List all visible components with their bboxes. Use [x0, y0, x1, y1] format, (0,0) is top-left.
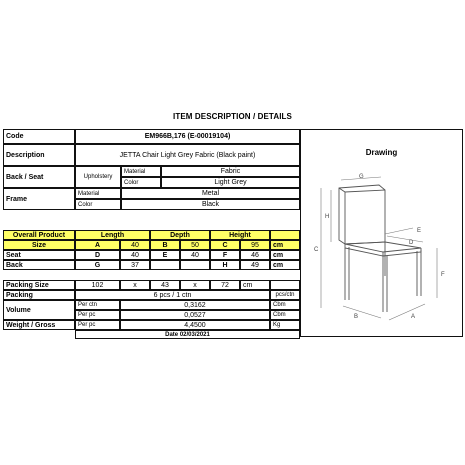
description-value: JETTA Chair Light Grey Fabric (Black paint): [75, 144, 300, 166]
page-title: ITEM DESCRIPTION / DETAILS: [173, 112, 292, 121]
back-label: Back: [3, 260, 75, 270]
date-stamp: Date 02/03/2021: [75, 330, 300, 339]
back-blank-label: [150, 260, 180, 270]
weight-unit: Kg: [270, 320, 300, 330]
frame-material-label: Material: [75, 188, 121, 199]
dim-e-label: E: [417, 228, 422, 234]
unit-header-blank: [270, 230, 300, 240]
overall-c-value: 95: [240, 240, 270, 250]
packing-size-height: 72: [210, 280, 240, 290]
upholstery-label: Upholstery: [75, 166, 121, 188]
frame-material-value: Metal: [121, 188, 300, 199]
dim-f-label: F: [441, 272, 445, 278]
volume-per-pc-value: 0,0527: [120, 310, 270, 320]
drawing-panel: [300, 129, 463, 337]
seat-unit: cm: [270, 250, 300, 260]
overall-b-label: B: [150, 240, 180, 250]
seat-f-label: F: [210, 250, 240, 260]
packing-size-depth: 43: [150, 280, 180, 290]
overall-unit: cm: [270, 240, 300, 250]
height-header: Height: [210, 230, 270, 240]
packing-value: 6 pcs / 1 ctn: [75, 290, 270, 300]
seat-e-value: 40: [180, 250, 210, 260]
back-h-label: H: [210, 260, 240, 270]
spec-sheet: [3, 129, 463, 345]
packing-size-length: 102: [75, 280, 120, 290]
back-g-label: G: [75, 260, 120, 270]
packing-unit: pcs/ctn: [270, 290, 300, 300]
back-seat-material-label: Material: [121, 166, 161, 177]
weight-value: 4,4500: [120, 320, 270, 330]
back-seat-label: Back / Seat: [3, 166, 75, 188]
back-blank-value: [180, 260, 210, 270]
depth-header: Depth: [150, 230, 210, 240]
drawing-label: Drawing: [365, 148, 398, 157]
seat-e-label: E: [150, 250, 180, 260]
overall-size-header-line1: Overall Product: [3, 230, 75, 240]
back-seat-color-value: Light Grey: [161, 177, 300, 188]
code-label: Code: [3, 129, 75, 144]
packing-size-unit: cm: [240, 280, 270, 290]
back-h-value: 49: [240, 260, 270, 270]
dim-h-label: H: [325, 214, 330, 220]
frame-label: Frame: [3, 188, 75, 210]
frame-color-value: Black: [121, 199, 300, 210]
seat-d-label: D: [75, 250, 120, 260]
chair-diagram: [301, 130, 464, 338]
packing-label: Packing: [3, 290, 75, 300]
description-label: Description: [3, 144, 75, 166]
back-seat-color-label: Color: [121, 177, 161, 188]
seat-d-value: 40: [120, 250, 150, 260]
volume-per-ctn-value: 0,3162: [120, 300, 270, 310]
overall-c-label: C: [210, 240, 240, 250]
overall-a-label: A: [75, 240, 120, 250]
volume-per-ctn-label: Per ctn: [75, 300, 120, 310]
back-g-value: 37: [120, 260, 150, 270]
dim-c-label: C: [314, 247, 319, 253]
dim-b-label: B: [354, 314, 359, 320]
packing-size-x1: x: [120, 280, 150, 290]
seat-f-value: 46: [240, 250, 270, 260]
code-value: EM966B,176 (E-00019104): [75, 129, 300, 144]
volume-label: Volume: [3, 300, 75, 320]
overall-a-value: 40: [120, 240, 150, 250]
dim-d-label: D: [409, 240, 414, 246]
volume-per-ctn-unit: Cbm: [270, 300, 300, 310]
back-seat-material-value: Fabric: [161, 166, 300, 177]
packing-size-label: Packing Size: [3, 280, 75, 290]
packing-size-blank: [270, 280, 300, 290]
length-header: Length: [75, 230, 150, 240]
frame-color-label: Color: [75, 199, 121, 210]
seat-label: Seat: [3, 250, 75, 260]
volume-per-pc-unit: Cbm: [270, 310, 300, 320]
overall-size-header-line2: Size: [3, 240, 75, 250]
dim-g-label: G: [359, 174, 364, 180]
dim-a-label: A: [411, 314, 416, 320]
overall-b-value: 50: [180, 240, 210, 250]
weight-label: Weight / Gross: [3, 320, 75, 330]
packing-size-x2: x: [180, 280, 210, 290]
volume-per-pc-label: Per pc: [75, 310, 120, 320]
back-unit: cm: [270, 260, 300, 270]
weight-per-pc-label: Per pc: [75, 320, 120, 330]
